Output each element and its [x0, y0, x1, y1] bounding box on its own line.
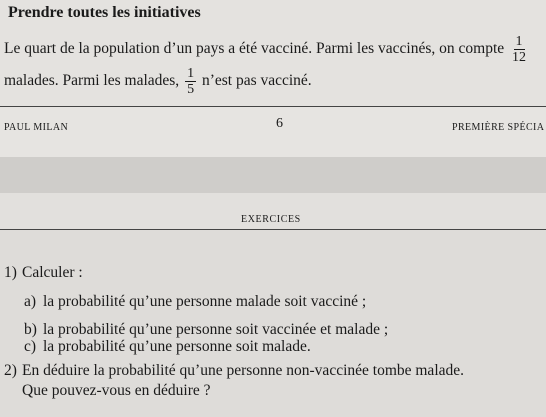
section-title: Prendre toutes les initiatives [8, 4, 201, 21]
fraction-one-fifth [185, 66, 196, 97]
statement-line-2 [4, 66, 312, 97]
statement-line-1 [4, 34, 530, 65]
item-c-text: la probabilité qu’une personne soit malade. [43, 338, 311, 355]
item-a-label: a) [24, 293, 37, 310]
question-2-number: 2) [4, 362, 17, 379]
question-1-text: Calculer : [22, 264, 83, 281]
footer-author: PAUL MILAN [4, 122, 69, 133]
footer-course: PREMIÈRE SPÉCIA [452, 122, 545, 133]
item-b-label: b) [24, 321, 37, 338]
statement-text-1: Le quart de la population d’un pays a été vacciné. Parmi les vaccinés, on compte [4, 40, 505, 58]
fraction-numerator: 1 [515, 34, 523, 49]
footer-page-number: 6 [276, 116, 283, 131]
header-title: EXERCICES [241, 214, 301, 225]
question-2-follow-up: Que pouvez-vous en déduire ? [22, 382, 211, 399]
item-b-text: la probabilité qu’une personne soit vaccinée et malade ; [43, 321, 389, 338]
statement-text-2-end: n’est pas vacciné. [201, 72, 312, 90]
fraction-one-twelfth [510, 34, 528, 65]
statement-text-2-start: malades. Parmi les malades, [4, 72, 180, 90]
page-gap [0, 157, 546, 193]
question-1-number: 1) [4, 264, 17, 281]
fraction-denominator: 12 [512, 50, 526, 65]
previous-page-bottom [0, 0, 546, 106]
item-c-label: c) [24, 338, 37, 355]
fraction-numerator: 1 [187, 66, 195, 81]
question-2-text: En déduire la probabilité qu’une personne non-vaccinée tombe malade. [22, 362, 465, 379]
item-a-text: la probabilité qu’une personne malade soit vacciné ; [43, 293, 367, 310]
fraction-denominator: 5 [187, 82, 195, 97]
